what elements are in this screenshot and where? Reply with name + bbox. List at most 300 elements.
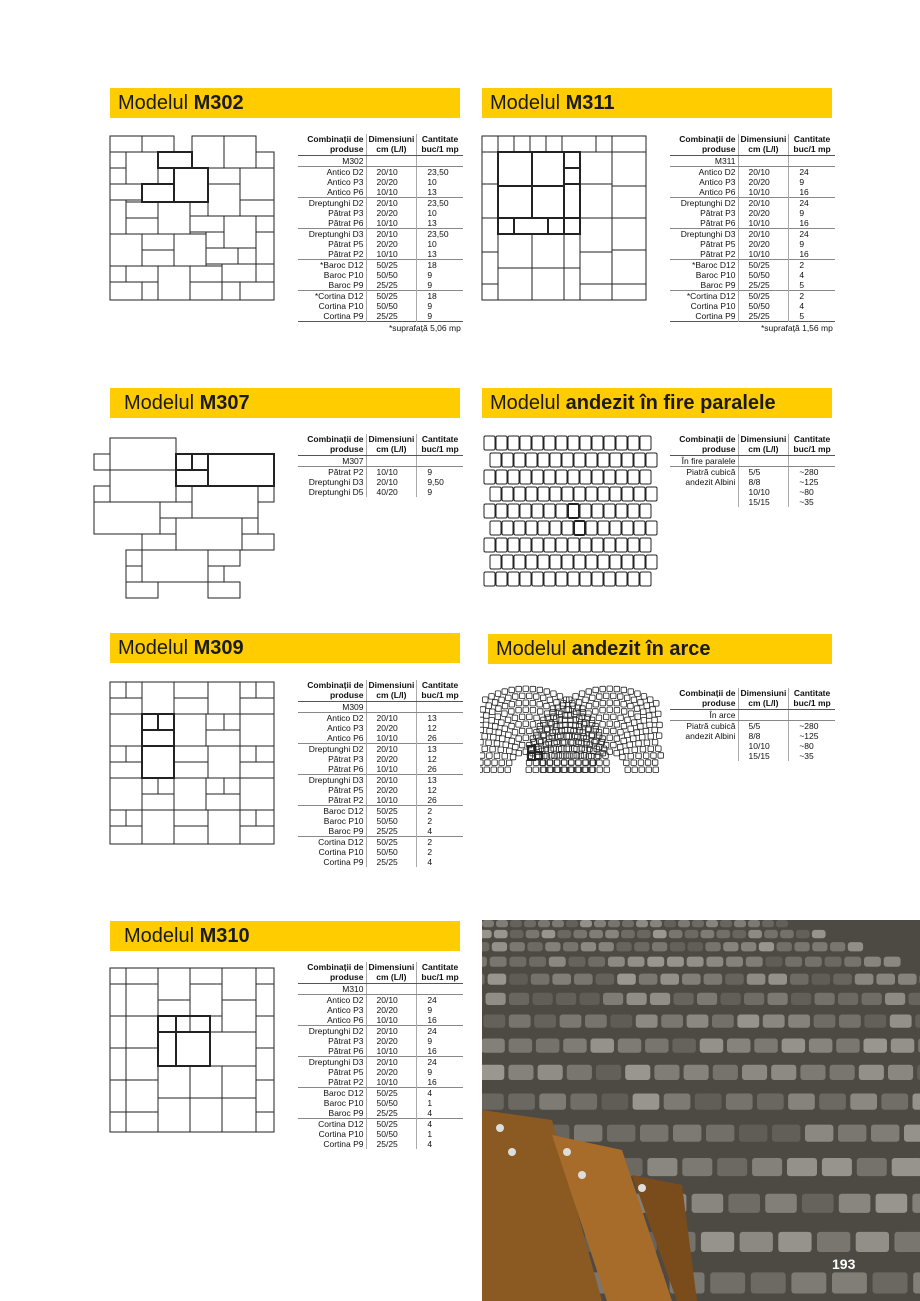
table-cell: andezit Albini: [685, 731, 736, 741]
column-header: Cantitate buc/1 mp: [417, 962, 463, 984]
banner-m302: [110, 88, 460, 118]
table-cell: Antico P6: [327, 187, 364, 197]
table-row: [670, 270, 835, 280]
table-row: [298, 218, 463, 229]
table-cell: Dreptunghi D2: [670, 198, 738, 209]
table-cell: Cortina P9: [323, 311, 364, 321]
table-row: [298, 301, 463, 311]
banner-prefix: Modelul: [124, 392, 195, 414]
spec-table-fire: [670, 434, 835, 507]
spec-table-m309: [298, 680, 463, 867]
table-row: [670, 731, 835, 741]
table-row: [298, 229, 463, 240]
table-cell: 13: [417, 744, 463, 755]
table-cell: [789, 456, 835, 467]
table-row: [670, 156, 835, 167]
table-cell: 13: [417, 249, 463, 260]
table-row: [298, 1057, 463, 1068]
table-cell: andezit Albini: [685, 477, 736, 487]
table-cell: 50/50: [366, 816, 417, 826]
spec-table-m310: [298, 962, 463, 1149]
table-cell: 1: [417, 1098, 463, 1108]
table-row: [670, 467, 835, 478]
table-cell: 23,50: [417, 167, 463, 178]
table-cell: Pătrat P3: [700, 208, 736, 218]
table-cell: 26: [417, 795, 463, 806]
pattern-m307: [92, 436, 282, 606]
table-cell: Pătrat P2: [328, 1077, 364, 1087]
table-cell: 20/20: [366, 785, 417, 795]
table-row: [670, 291, 835, 302]
table-cell: 12: [417, 785, 463, 795]
table-cell: 15/15: [738, 751, 789, 761]
table-cell: 9: [417, 487, 463, 497]
table-cell: ~35: [789, 497, 835, 507]
column-header: Combinații de produse: [670, 434, 738, 456]
table-cell: 5: [789, 280, 835, 291]
table-cell: 23,50: [417, 198, 463, 209]
table-cell: 13: [417, 187, 463, 198]
table-row: [298, 477, 463, 487]
table-row: [670, 280, 835, 291]
table-cell: 10: [417, 239, 463, 249]
table-row: [670, 751, 835, 761]
table-cell: Dreptunghi D2: [298, 744, 366, 755]
spec-table-m311: [670, 134, 835, 333]
table-cell: 20/20: [738, 177, 789, 187]
table-cell: Pătrat P2: [328, 467, 364, 477]
table-cell: Baroc P10: [695, 270, 736, 280]
table-cell: 2: [417, 816, 463, 826]
table-cell: 24: [417, 1026, 463, 1037]
table-row: [670, 260, 835, 271]
table-cell: 20/20: [366, 239, 417, 249]
table-cell: 16: [417, 1077, 463, 1088]
table-cell: Cortina P10: [318, 1129, 364, 1139]
banner-m311: [482, 88, 832, 118]
table-row: [670, 477, 835, 487]
column-header: Dimensiuni cm (L/l): [738, 688, 789, 710]
table-cell: 5/5: [738, 721, 789, 732]
table-cell: 20/10: [366, 198, 417, 209]
table-cell: 5: [789, 311, 835, 322]
table-row: [298, 1098, 463, 1108]
table-row: [670, 249, 835, 260]
table-row: [298, 837, 463, 848]
column-header: Dimensiuni cm (L/l): [366, 434, 417, 456]
table-note: *suprafață 5,06 mp: [298, 322, 463, 334]
table-cell: Antico P3: [327, 177, 364, 187]
table-cell: 10/10: [366, 764, 417, 775]
table-cell: 25/25: [366, 826, 417, 837]
table-row: [298, 280, 463, 291]
table-cell: 16: [417, 1015, 463, 1026]
table-cell: 2: [417, 847, 463, 857]
banner-code: M311: [565, 92, 615, 114]
column-header: Combinații de produse: [298, 680, 366, 702]
table-cell: 23,50: [417, 229, 463, 240]
table-cell: Pătrat P2: [700, 249, 736, 259]
column-header: Combinații de produse: [670, 134, 738, 156]
banner-m309: [110, 633, 460, 663]
table-cell: 2: [417, 806, 463, 817]
table-cell: 50/25: [366, 260, 417, 271]
cobblestone-photo: [482, 920, 920, 1301]
table-cell: 16: [789, 249, 835, 260]
table-row: [670, 456, 835, 467]
table-cell: Antico P6: [327, 733, 364, 743]
pattern-m309: [108, 680, 278, 850]
table-cell: 16: [789, 218, 835, 229]
table-cell: 20/10: [366, 1026, 417, 1037]
table-row: [298, 1046, 463, 1057]
table-cell: 24: [789, 229, 835, 240]
table-row: [298, 187, 463, 198]
pattern-fire: [480, 434, 660, 594]
column-header: Cantitate buc/1 mp: [789, 434, 835, 456]
table-cell: 20/10: [738, 198, 789, 209]
table-cell: Dreptunghi D3: [298, 775, 366, 786]
table-row: [298, 487, 463, 497]
table-cell: Antico D2: [698, 167, 736, 177]
table-cell: 18: [417, 291, 463, 302]
table-cell: [366, 702, 417, 713]
table-cell: [670, 497, 738, 507]
table-cell: 50/25: [738, 291, 789, 302]
table-cell: 50/50: [366, 847, 417, 857]
table-row: [298, 764, 463, 775]
table-cell: Cortina D12: [298, 1119, 366, 1130]
banner-code: M309: [193, 637, 244, 659]
table-cell: 4: [417, 1088, 463, 1099]
table-cell: 26: [417, 764, 463, 775]
table-row: [298, 156, 463, 167]
table-cell: ~80: [789, 487, 835, 497]
table-row: [298, 984, 463, 995]
column-header: Cantitate buc/1 mp: [417, 434, 463, 456]
spec-table-m302: [298, 134, 463, 333]
table-cell: ~35: [789, 751, 835, 761]
table-cell: 24: [417, 995, 463, 1006]
table-cell: 25/25: [366, 280, 417, 291]
table-cell: Pătrat P6: [328, 1046, 364, 1056]
table-row: [298, 198, 463, 209]
table-row: [298, 723, 463, 733]
table-row: [298, 1005, 463, 1015]
spec-table-m307: [298, 434, 463, 497]
table-cell: M310: [298, 984, 366, 995]
table-cell: 10/10: [366, 1077, 417, 1088]
column-header: Combinații de produse: [298, 962, 366, 984]
table-cell: Antico D2: [326, 713, 364, 723]
table-cell: 4: [417, 826, 463, 837]
table-row: [298, 1067, 463, 1077]
table-cell: Dreptunghi D5: [308, 487, 364, 497]
table-cell: Antico P3: [327, 1005, 364, 1015]
table-cell: 10/10: [366, 1015, 417, 1026]
banner-arce: [488, 634, 832, 664]
table-cell: 9: [417, 467, 463, 478]
table-cell: 9: [417, 270, 463, 280]
banner-code: M307: [199, 392, 250, 414]
table-cell: [670, 751, 738, 761]
table-cell: 50/50: [738, 301, 789, 311]
table-cell: [738, 456, 789, 467]
table-row: [298, 744, 463, 755]
table-cell: 18: [417, 260, 463, 271]
table-cell: [738, 156, 789, 167]
table-row: [298, 816, 463, 826]
table-cell: 25/25: [366, 1108, 417, 1119]
table-cell: ~125: [789, 477, 835, 487]
banner-m307: [110, 388, 460, 418]
table-cell: 10/10: [366, 249, 417, 260]
table-row: [298, 456, 463, 467]
table-cell: Antico P6: [327, 1015, 364, 1025]
table-row: [298, 167, 463, 178]
table-cell: 10/10: [366, 467, 417, 478]
table-cell: 13: [417, 218, 463, 229]
table-cell: 10/10: [738, 741, 789, 751]
column-header: Dimensiuni cm (L/l): [738, 134, 789, 156]
column-header: Dimensiuni cm (L/l): [366, 134, 417, 156]
table-row: [670, 721, 835, 732]
table-cell: 50/50: [366, 1129, 417, 1139]
column-header: Cantitate buc/1 mp: [789, 688, 835, 710]
column-header: Dimensiuni cm (L/l): [366, 680, 417, 702]
table-row: [670, 177, 835, 187]
table-cell: 20/10: [738, 229, 789, 240]
table-cell: 9: [417, 311, 463, 322]
table-cell: 10/10: [366, 218, 417, 229]
table-cell: 9: [417, 1036, 463, 1046]
table-cell: [366, 156, 417, 167]
table-cell: Baroc P10: [323, 1098, 364, 1108]
table-cell: 10: [417, 208, 463, 218]
table-cell: Pătrat P3: [328, 754, 364, 764]
table-cell: 9: [417, 1005, 463, 1015]
table-row: [670, 710, 835, 721]
table-row: [298, 177, 463, 187]
table-cell: 20/20: [366, 723, 417, 733]
table-cell: M302: [298, 156, 366, 167]
table-cell: 20/20: [738, 208, 789, 218]
banner-fire: [482, 388, 832, 418]
table-cell: 9,50: [417, 477, 463, 487]
table-cell: 24: [789, 167, 835, 178]
table-cell: Dreptunghi D3: [298, 229, 366, 240]
table-cell: 4: [789, 301, 835, 311]
table-cell: Baroc P9: [328, 826, 364, 836]
table-cell: 25/25: [738, 280, 789, 291]
table-row: [670, 208, 835, 218]
table-cell: *Cortina D12: [298, 291, 366, 302]
table-cell: [417, 456, 463, 467]
table-cell: 50/25: [366, 1088, 417, 1099]
table-cell: Antico P3: [327, 723, 364, 733]
table-cell: [417, 156, 463, 167]
table-cell: 12: [417, 723, 463, 733]
table-row: [298, 208, 463, 218]
table-row: [298, 260, 463, 271]
table-cell: *Cortina D12: [670, 291, 738, 302]
table-cell: 13: [417, 713, 463, 724]
table-cell: 50/25: [366, 1119, 417, 1130]
table-cell: În fire paralele: [670, 456, 738, 467]
table-cell: Cortina P9: [323, 857, 364, 867]
table-cell: 20/10: [366, 1057, 417, 1068]
table-row: [298, 1026, 463, 1037]
table-row: [298, 857, 463, 867]
table-row: [670, 187, 835, 198]
table-cell: 5/5: [738, 467, 789, 478]
table-cell: [417, 702, 463, 713]
table-row: [298, 775, 463, 786]
table-cell: [417, 984, 463, 995]
table-row: [298, 1036, 463, 1046]
table-row: [670, 497, 835, 507]
table-cell: 24: [789, 198, 835, 209]
table-row: [298, 733, 463, 744]
banner-code: M302: [193, 92, 244, 114]
table-cell: 25/25: [366, 311, 417, 322]
table-row: [298, 785, 463, 795]
table-cell: 16: [789, 187, 835, 198]
table-row: [298, 467, 463, 478]
table-cell: Pătrat P5: [328, 239, 364, 249]
table-row: [670, 229, 835, 240]
table-cell: 20/20: [738, 239, 789, 249]
table-cell: Antico P3: [699, 177, 736, 187]
table-note: *suprafață 1,56 mp: [670, 322, 835, 334]
table-row: [298, 1015, 463, 1026]
table-row: [298, 713, 463, 724]
table-cell: Baroc D12: [298, 1088, 366, 1099]
banner-prefix: Modelul: [496, 638, 567, 660]
table-cell: 20/10: [366, 744, 417, 755]
table-cell: 20/10: [366, 229, 417, 240]
spec-table-arce: [670, 688, 835, 761]
column-header: Cantitate buc/1 mp: [789, 134, 835, 156]
table-cell: Cortina P10: [318, 847, 364, 857]
table-row: [298, 1139, 463, 1149]
table-cell: Pătrat P5: [328, 1067, 364, 1077]
table-cell: 4: [417, 1139, 463, 1149]
table-cell: Pătrat P3: [328, 208, 364, 218]
table-cell: 40/20: [366, 487, 417, 497]
table-cell: [670, 487, 738, 497]
table-cell: 2: [417, 837, 463, 848]
table-row: [298, 1077, 463, 1088]
column-header: Cantitate buc/1 mp: [417, 134, 463, 156]
table-cell: 20/20: [366, 208, 417, 218]
table-cell: 4: [417, 857, 463, 867]
table-cell: 1: [417, 1129, 463, 1139]
table-cell: 20/20: [366, 1036, 417, 1046]
pattern-m302: [108, 134, 278, 304]
table-cell: 10/10: [738, 187, 789, 198]
table-row: [298, 1088, 463, 1099]
table-cell: 50/50: [366, 270, 417, 280]
table-cell: Piatră cubică: [686, 467, 736, 477]
table-cell: Baroc D12: [298, 806, 366, 817]
table-cell: Pătrat P2: [328, 795, 364, 805]
table-cell: Cortina P10: [318, 301, 364, 311]
table-cell: 20/10: [366, 167, 417, 178]
table-cell: 20/10: [366, 713, 417, 724]
table-cell: Cortina P9: [695, 311, 736, 321]
pattern-arce: [480, 680, 664, 830]
table-cell: 9: [417, 280, 463, 291]
table-cell: Piatră cubică: [686, 721, 736, 731]
table-cell: Baroc P10: [323, 816, 364, 826]
table-cell: Antico D2: [326, 995, 364, 1005]
table-cell: Pătrat P3: [328, 1036, 364, 1046]
table-cell: 13: [417, 775, 463, 786]
table-cell: M311: [670, 156, 738, 167]
table-cell: 20/20: [366, 1067, 417, 1077]
column-header: Dimensiuni cm (L/l): [366, 962, 417, 984]
table-row: [298, 826, 463, 837]
table-cell: ~280: [789, 467, 835, 478]
table-cell: [670, 741, 738, 751]
table-cell: 4: [417, 1119, 463, 1130]
column-header: Cantitate buc/1 mp: [417, 680, 463, 702]
table-cell: 25/25: [366, 857, 417, 867]
table-row: [670, 311, 835, 322]
table-cell: 20/10: [366, 995, 417, 1006]
table-cell: 20/20: [366, 177, 417, 187]
table-cell: 4: [417, 1108, 463, 1119]
table-cell: Dreptunghi D3: [670, 229, 738, 240]
column-header: Combinații de produse: [670, 688, 738, 710]
table-cell: 10/10: [366, 795, 417, 806]
banner-prefix: Modelul: [118, 637, 189, 659]
table-cell: 50/25: [738, 260, 789, 271]
table-row: [298, 1108, 463, 1119]
table-cell: 16: [417, 1046, 463, 1057]
banner-prefix: Modelul: [490, 92, 561, 114]
table-cell: 25/25: [738, 311, 789, 322]
pattern-m310: [108, 966, 278, 1136]
table-row: [298, 249, 463, 260]
table-row: [298, 754, 463, 764]
table-cell: Pătrat P6: [328, 218, 364, 228]
table-cell: Pătrat P6: [328, 764, 364, 774]
table-row: [298, 291, 463, 302]
table-cell: Baroc P9: [328, 1108, 364, 1118]
table-row: [298, 702, 463, 713]
table-cell: [366, 984, 417, 995]
table-cell: 9: [417, 1067, 463, 1077]
table-row: [298, 239, 463, 249]
table-cell: În arce: [670, 710, 738, 721]
table-row: [298, 806, 463, 817]
table-cell: Cortina D12: [298, 837, 366, 848]
table-cell: 8/8: [738, 731, 789, 741]
table-cell: ~280: [789, 721, 835, 732]
table-cell: 50/25: [366, 837, 417, 848]
table-cell: 20/10: [738, 167, 789, 178]
table-cell: Dreptunghi D2: [298, 1026, 366, 1037]
table-cell: 8/8: [738, 477, 789, 487]
table-row: [298, 270, 463, 280]
table-cell: 10/10: [738, 218, 789, 229]
table-cell: 10/10: [738, 249, 789, 260]
banner-prefix: Modelul: [124, 925, 195, 947]
table-cell: *Baroc D12: [298, 260, 366, 271]
table-cell: 25/25: [366, 1139, 417, 1149]
